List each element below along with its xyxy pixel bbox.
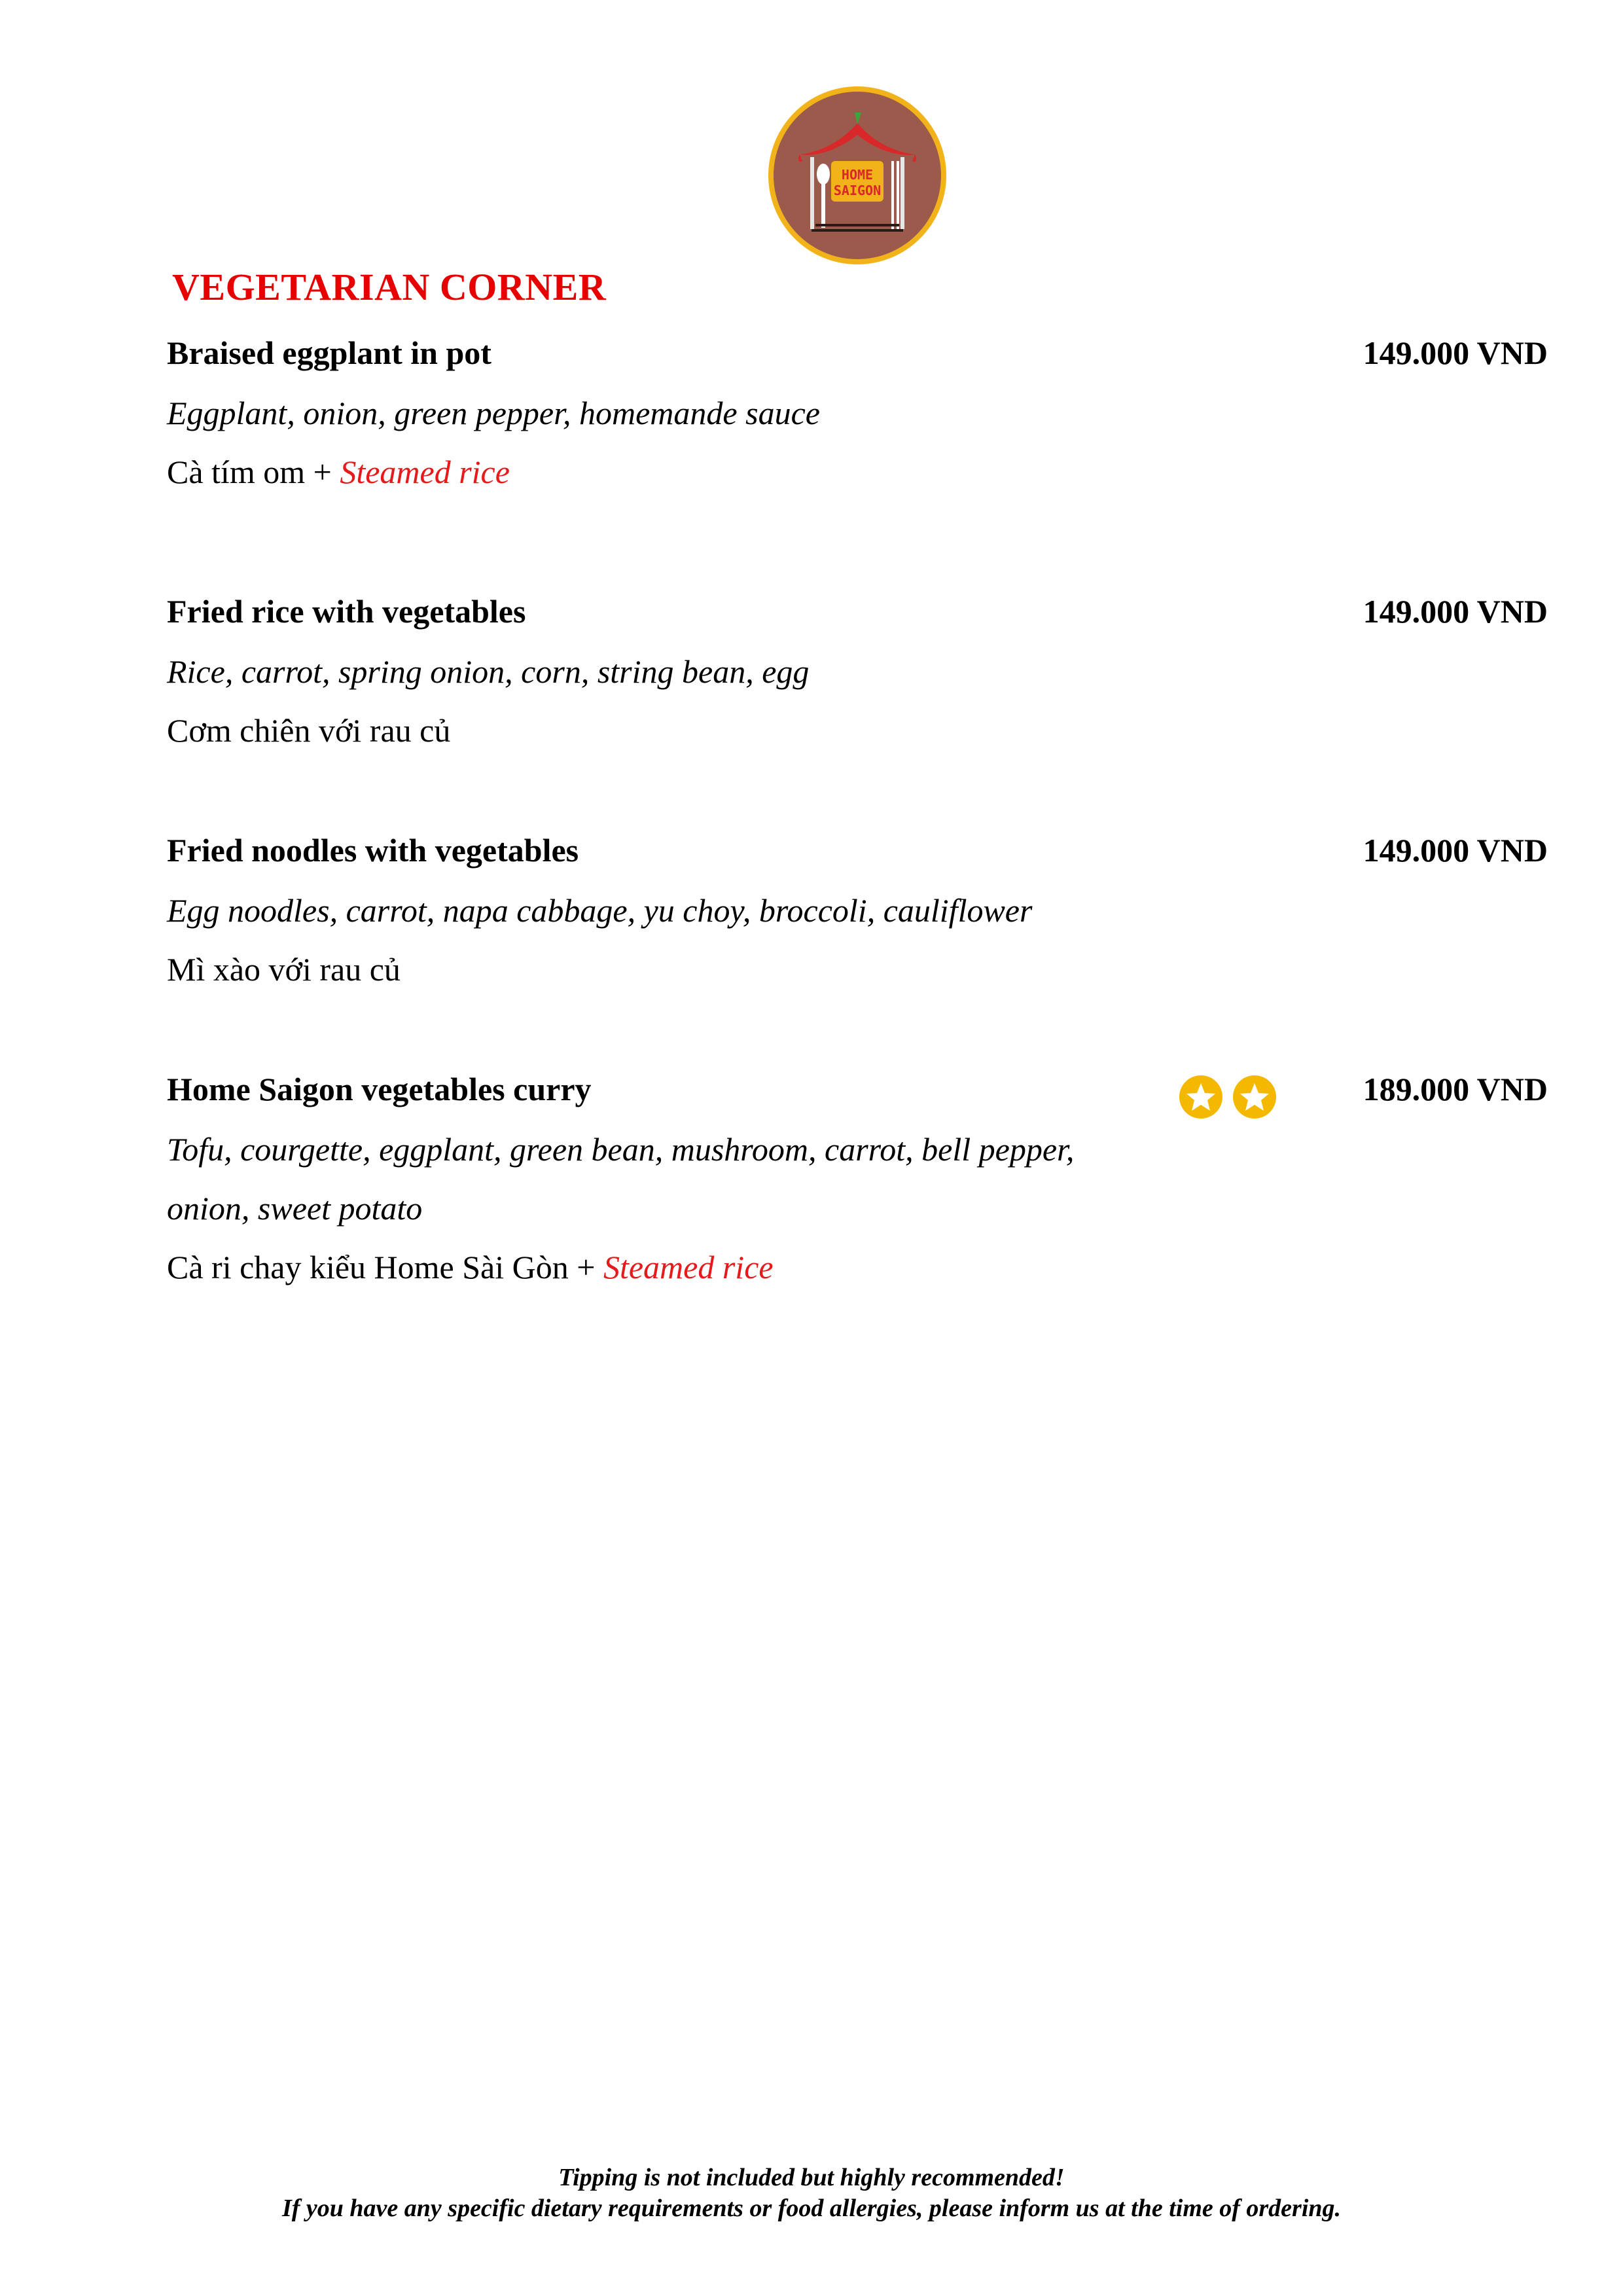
- item-price: 149.000 VND: [1363, 593, 1548, 630]
- spicy-rating: [1178, 1074, 1283, 1120]
- connector: +: [305, 454, 340, 490]
- item-name: Braised eggplant in pot: [167, 334, 491, 371]
- side-dish: Steamed rice: [603, 1249, 774, 1285]
- item-name: Fried rice with vegetables: [167, 593, 526, 630]
- item-description: Egg noodles, carrot, napa cabbage, yu choy, broccoli, cauliflower: [167, 892, 1033, 929]
- footer-allergy-note: If you have any specific dietary requirements or food allergies, please inform us at the time of ordering.: [281, 2195, 1342, 2222]
- vietnamese-text: Cà tím om: [167, 454, 306, 490]
- item-description-line1: Tofu, courgette, eggplant, green bean, mushroom, carrot, bell pepper,: [167, 1131, 1075, 1168]
- home-saigon-logo: [766, 84, 949, 267]
- item-name: Fried noodles with vegetables: [167, 832, 579, 869]
- footer-tipping-note: Tipping is not included but highly recommended!: [558, 2164, 1065, 2191]
- menu-item-fried-noodles: [167, 831, 1548, 1001]
- item-vietnamese-name: [167, 453, 510, 491]
- vietnamese-text: Cà ri chay kiểu Home Sài Gòn: [167, 1249, 569, 1285]
- star-icon: [1179, 1075, 1222, 1119]
- item-description: Eggplant, onion, green pepper, homemande sauce: [167, 395, 820, 431]
- star-icon: [1233, 1075, 1276, 1119]
- item-vietnamese-name: [167, 1248, 774, 1286]
- menu-item-braised-eggplant: [167, 334, 1548, 504]
- side-dish: Steamed rice: [340, 454, 510, 490]
- item-vietnamese-name: Mì xào với rau củ: [167, 951, 401, 988]
- item-price: 149.000 VND: [1363, 334, 1548, 371]
- item-description: Rice, carrot, spring onion, corn, string bean, egg: [167, 653, 810, 690]
- item-price: 149.000 VND: [1363, 832, 1548, 869]
- logo-text-saigon: SAIGON: [833, 183, 882, 198]
- section-title: VEGETARIAN CORNER: [172, 266, 607, 308]
- logo-text-home: HOME: [841, 167, 874, 183]
- item-vietnamese-name: Cơm chiên với rau củ: [167, 712, 451, 749]
- item-name: Home Saigon vegetables curry: [167, 1071, 592, 1107]
- menu-item-vegetables-curry: [167, 1070, 1548, 1306]
- menu-item-fried-rice: [167, 592, 1548, 762]
- item-price: 189.000 VND: [1363, 1071, 1548, 1107]
- item-description-line2: onion, sweet potato: [167, 1190, 423, 1227]
- connector: +: [568, 1249, 603, 1285]
